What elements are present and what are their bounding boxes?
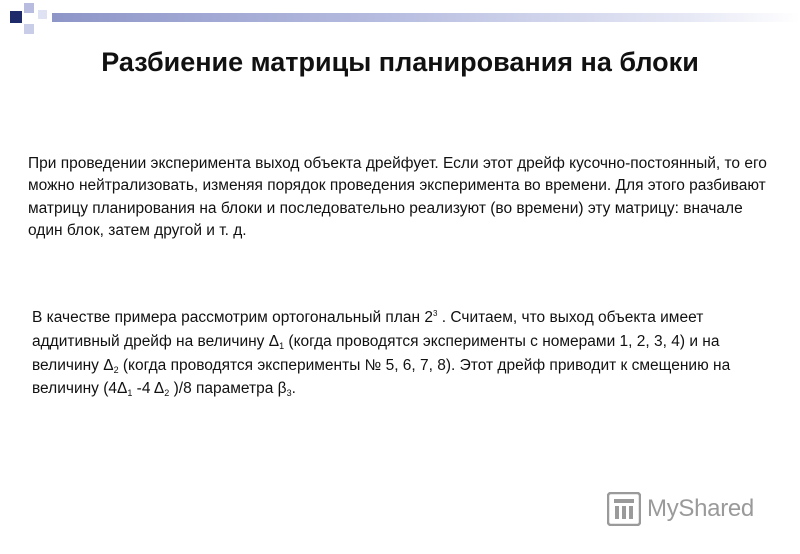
text-run: (когда проводятся эксперименты с номерами 1, 2, 3, 4) и на величину Δ <box>32 333 720 374</box>
superscript: 3 <box>432 309 438 318</box>
header-square-light <box>24 24 34 34</box>
subscript: 1 <box>279 341 285 352</box>
text-run: -4 Δ <box>132 379 165 397</box>
myshared-logo-icon <box>607 492 641 526</box>
header-gradient-bar <box>52 13 800 22</box>
paragraph-intro: При проведении эксперимента выход объекта дрейфует. Если этот дрейф кусочно-постоянный, то его можно нейтрализовать, изменяя порядок проведения эксперимента во времени. Для этого разбивают матрицу планирования на блоки и последовательно реализуют (во времени) эту матрицу: вначале один блок, затем другой и т. д. <box>28 155 767 239</box>
subscript: 1 <box>127 387 133 398</box>
paragraph-example <box>32 307 780 401</box>
header-square-faint <box>38 10 47 19</box>
header-square-light <box>24 3 34 13</box>
text-run: (когда проводятся эксперименты № 5, 6, 7, 8). Этот дрейф приводит к смещению на величину (4Δ <box>32 356 731 397</box>
text-run: В качестве примера рассмотрим ортогональный план 2 <box>32 309 433 326</box>
subscript: 2 <box>113 364 119 375</box>
subscript: 3 <box>286 387 292 398</box>
watermark-text: MyShared <box>647 495 754 522</box>
subscript: 2 <box>164 387 170 398</box>
slide-title: Разбиение матрицы планирования на блоки <box>101 47 699 77</box>
text-run: )/8 параметра β <box>169 379 287 397</box>
text-run: . Считаем, что выход объекта имеет аддитивный дрейф на величину Δ <box>32 309 704 351</box>
header-square-dark <box>10 11 22 23</box>
watermark-logo <box>607 491 767 527</box>
text-run: . <box>291 379 296 397</box>
